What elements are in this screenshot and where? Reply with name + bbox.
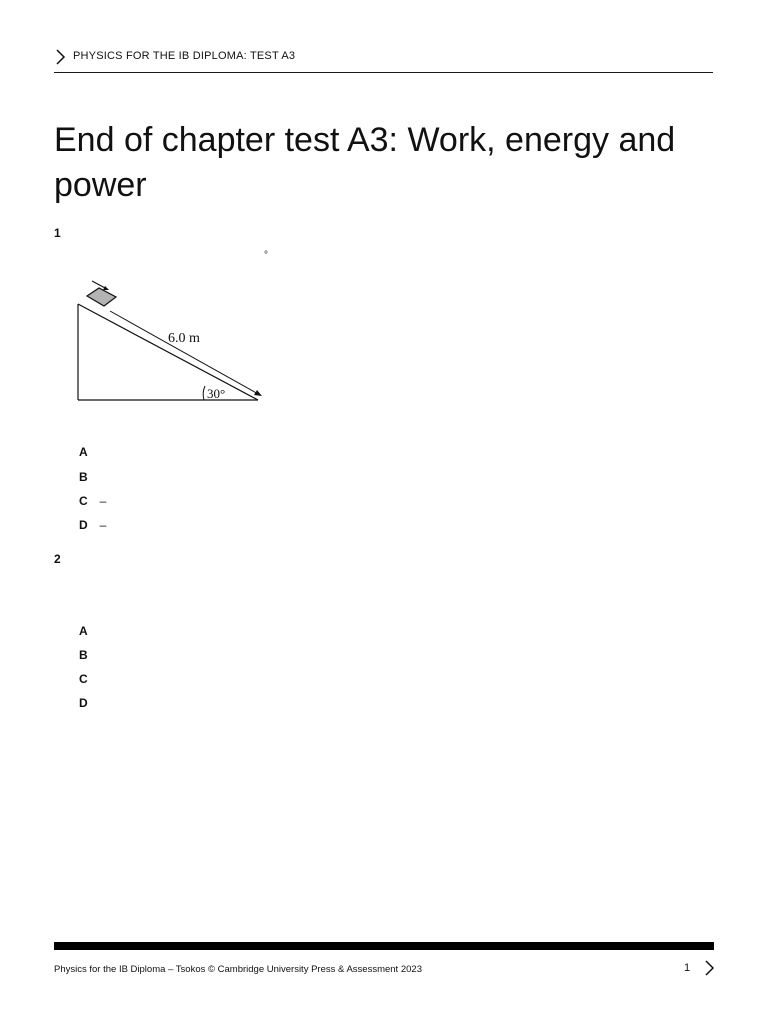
option-text: – [99, 518, 107, 532]
answer-option-b[interactable] [79, 470, 100, 484]
block [87, 288, 116, 306]
page-title: End of chapter test A3: Work, energy and power [54, 121, 676, 204]
answer-option-b[interactable] [79, 648, 100, 662]
angle-label: 30° [207, 386, 226, 401]
option-text: – [99, 494, 107, 508]
option-letter: D [79, 696, 88, 710]
incline-diagram [70, 276, 270, 408]
option-letter: D [79, 518, 88, 532]
distance-arrow [110, 311, 262, 396]
answer-option-a[interactable] [79, 624, 100, 638]
next-page-chevron-icon[interactable] [703, 959, 715, 977]
running-header [54, 46, 713, 73]
incline-triangle [78, 304, 258, 400]
chevron-right-icon [54, 48, 66, 66]
option-letter: A [79, 445, 88, 459]
page-number: 1 [684, 962, 691, 974]
answer-option-c[interactable] [79, 672, 100, 686]
option-letter: A [79, 624, 88, 638]
question-number: 2 [54, 552, 61, 566]
incline-figure [70, 276, 270, 408]
option-letter: C [79, 494, 88, 508]
answer-option-c[interactable] [79, 494, 106, 508]
answer-option-a[interactable] [79, 445, 100, 459]
footer-rule [54, 942, 714, 950]
degree-symbol: ° [264, 250, 268, 261]
option-letter: C [79, 672, 88, 686]
length-label: 6.0 m [168, 331, 200, 346]
question-number: 1 [54, 226, 61, 240]
answer-option-d[interactable] [79, 696, 100, 710]
answer-option-d[interactable] [79, 518, 106, 532]
angle-arc [203, 386, 205, 400]
option-letter: B [79, 648, 88, 662]
running-title: PHYSICS FOR THE IB DIPLOMA: TEST A3 [73, 50, 296, 62]
option-letter: B [79, 470, 88, 484]
footer-copyright: Physics for the IB Diploma – Tsokos © Cambridge University Press & Assessment 2023 [54, 964, 422, 975]
